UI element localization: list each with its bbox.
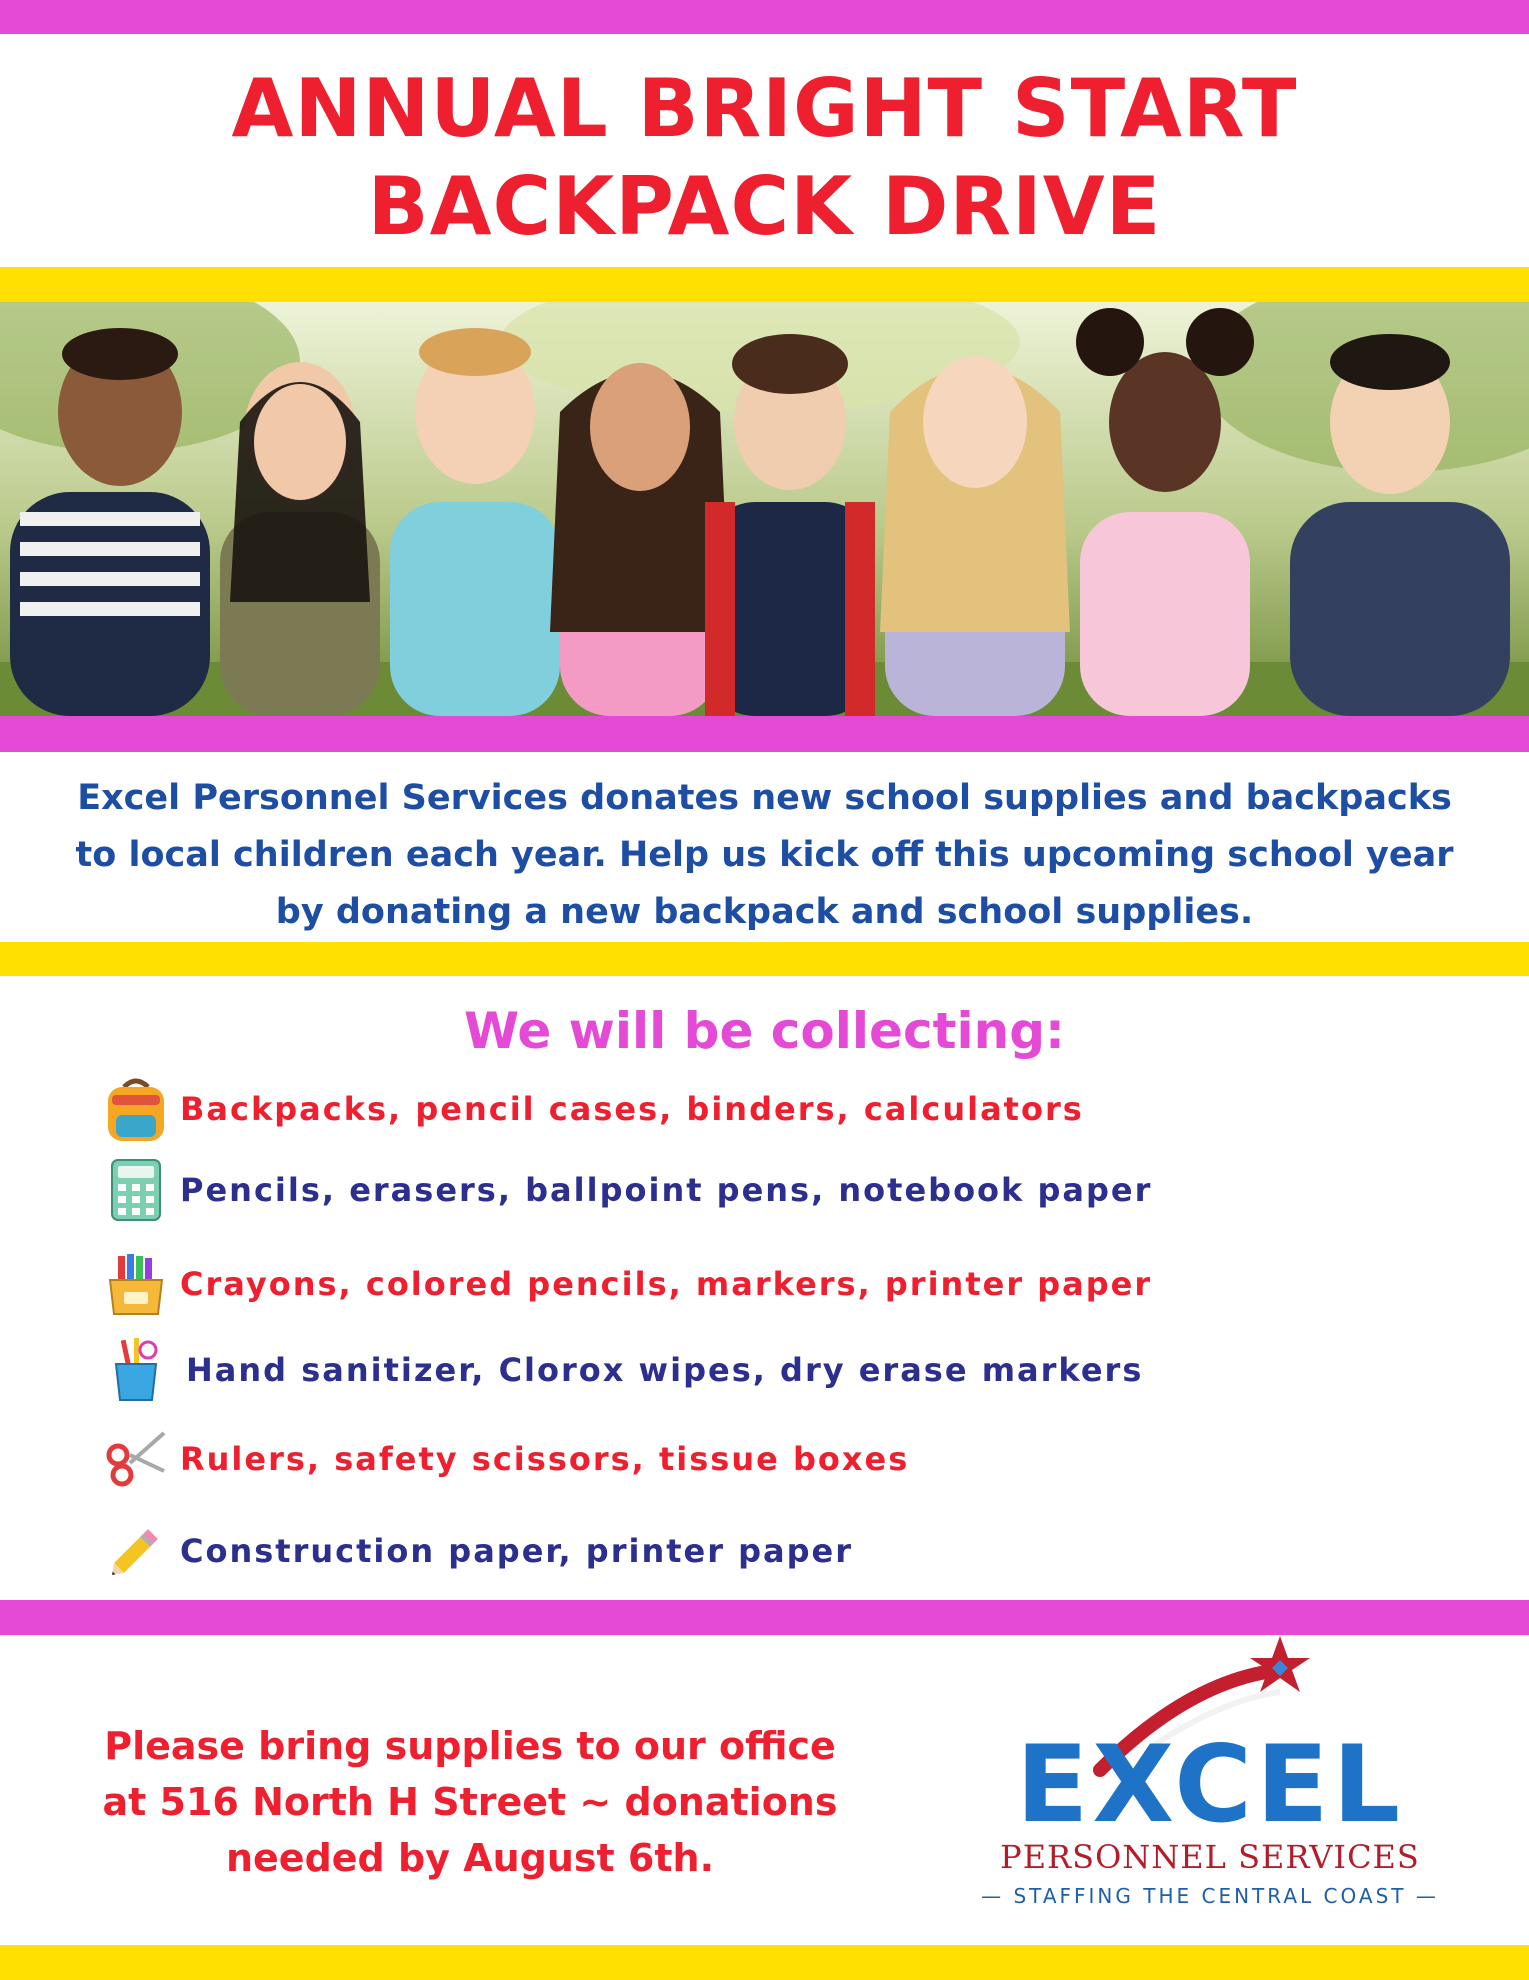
- list-item-sanitizer: [102, 1335, 1143, 1405]
- list-item-rulers: [102, 1424, 909, 1494]
- list-item-pencils: [102, 1155, 1152, 1225]
- calculator-icon: [102, 1156, 170, 1224]
- intro-line-2: to local children each year. Help us kick off this upcoming school year: [75, 835, 1454, 875]
- dropoff-info: [40, 1718, 900, 1886]
- top-magenta-band: [0, 0, 1529, 34]
- list-item-label: Crayons, colored pencils, markers, printer paper: [180, 1265, 1153, 1303]
- list-item-label: Pencils, erasers, ballpoint pens, notebook paper: [180, 1171, 1153, 1209]
- yellow-band-1: [0, 267, 1529, 302]
- intro-line-1: Excel Personnel Services donates new school supplies and backpacks: [77, 778, 1452, 818]
- list-item-label: Construction paper, printer paper: [180, 1532, 854, 1570]
- title-line-1: ANNUAL BRIGHT START: [231, 62, 1298, 155]
- magenta-band-2: [0, 716, 1529, 752]
- backpack-icon: [102, 1075, 170, 1143]
- dropoff-line-3: needed by August 6th.: [225, 1836, 715, 1880]
- excel-logo: [950, 1630, 1470, 1910]
- bottom-yellow-band: [0, 1945, 1529, 1980]
- list-item-construction: [102, 1516, 853, 1586]
- list-item-label: Hand sanitizer, Clorox wipes, dry erase markers: [186, 1351, 1144, 1389]
- list-item-label: Rulers, safety scissors, tissue boxes: [180, 1440, 910, 1478]
- logo-word: EXCEL: [1015, 1723, 1405, 1846]
- flyer-title: [0, 60, 1529, 256]
- scissors-icon: [102, 1425, 170, 1493]
- list-item-crayons: [102, 1249, 1152, 1319]
- pencil-cup-icon: [102, 1336, 170, 1404]
- logo-subtitle: PERSONNEL SERVICES: [1000, 1838, 1420, 1876]
- yellow-band-2: [0, 942, 1529, 976]
- intro-line-3: by donating a new backpack and school supplies.: [275, 892, 1254, 932]
- child-6: [880, 356, 1070, 716]
- logo-tagline: — STAFFING THE CENTRAL COAST —: [981, 1884, 1439, 1908]
- pencil-icon: [102, 1517, 170, 1585]
- title-line-2: BACKPACK DRIVE: [367, 160, 1162, 253]
- intro-paragraph: [10, 770, 1519, 941]
- child-4: [550, 363, 730, 716]
- crayon-box-icon: [102, 1250, 170, 1318]
- collecting-heading: We will be collecting:: [463, 1002, 1066, 1060]
- children-photo: [0, 302, 1529, 716]
- children-photo-illustration: [0, 302, 1529, 716]
- list-item-label: Backpacks, pencil cases, binders, calculators: [180, 1090, 1084, 1128]
- dropoff-line-2: at 516 North H Street ~ donations: [102, 1780, 838, 1824]
- dropoff-line-1: Please bring supplies to our office: [104, 1724, 836, 1768]
- list-item-backpacks: [102, 1074, 1084, 1144]
